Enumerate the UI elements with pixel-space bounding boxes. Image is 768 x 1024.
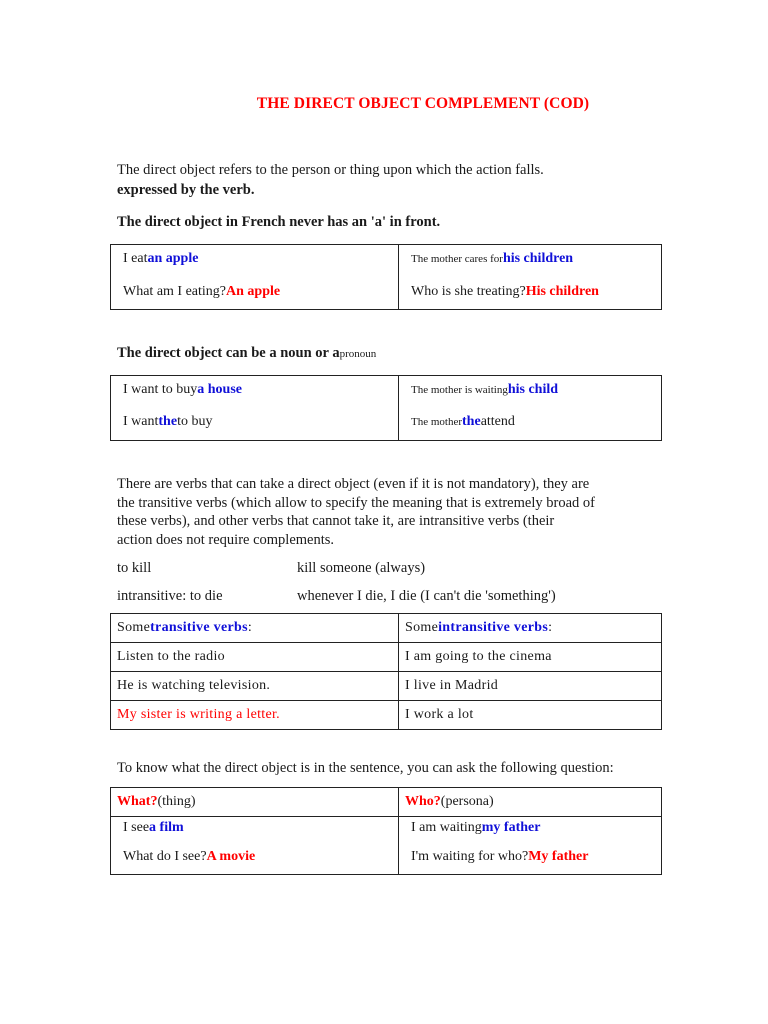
table2-left-r2: I wanttheto buy	[123, 414, 213, 429]
example-2-right: whenever I die, I die (I can't die 'something')	[297, 588, 556, 604]
question-intro: To know what the direct object is in the sentence, you can ask the following question:	[117, 760, 614, 776]
table2-right-cell	[399, 376, 662, 441]
table4-right-cell	[399, 817, 662, 875]
intro-line-2: expressed by the verb.	[117, 182, 255, 198]
intransitive-example: I work a lot	[399, 701, 662, 730]
example-1-right: kill someone (always)	[297, 560, 426, 576]
table3-head-right: Someintransitive verbs:	[399, 614, 662, 643]
intro-line-3: The direct object in French never has an 'a' in front.	[117, 214, 441, 230]
paragraph-line: these verbs), and other verbs that cannot take it, are intransitive verbs (their	[117, 513, 555, 529]
table2-left-r1: I want to buya house	[123, 382, 242, 397]
table1-right-r1: The mother cares forhis children	[411, 251, 574, 266]
section2-heading: The direct object can be a noun or apronoun	[117, 345, 377, 361]
table4-head-right: Who?(persona)	[399, 788, 662, 817]
table4-right-r1: I am waitingmy father	[411, 820, 541, 835]
table4-left-r2: What do I see?A movie	[123, 849, 256, 864]
intro-line-1: The direct object refers to the person or thing upon which the action falls.	[117, 162, 544, 178]
table1-left-cell	[111, 245, 399, 310]
apple-children-table	[110, 244, 662, 310]
intransitive-example: I live in Madrid	[399, 672, 662, 701]
verbs-table	[110, 613, 662, 730]
house-child-table	[110, 375, 662, 441]
table4-right-r2: I'm waiting for who?My father	[411, 849, 589, 864]
transitive-example: My sister is writing a letter.	[111, 701, 399, 730]
table1-left-r2: What am I eating?An apple	[123, 284, 281, 299]
table2-right-r1: The mother is waitinghis child	[411, 382, 559, 397]
example-1-left: to kill	[117, 560, 152, 576]
table1-right-cell	[399, 245, 662, 310]
table1-left-r1: I eatan apple	[123, 251, 199, 266]
paragraph-line: action does not require complements.	[117, 531, 335, 548]
table2-left-cell	[111, 376, 399, 441]
table-row	[111, 672, 662, 701]
transitive-paragraph	[117, 475, 637, 549]
paragraph-line: the transitive verbs (which allow to specify the meaning that is extremely broad of	[117, 494, 595, 511]
paragraph-line: There are verbs that can take a direct object (even if it is not mandatory), they are	[117, 476, 590, 492]
intransitive-example: I am going to the cinema	[399, 643, 662, 672]
table1-right-r2: Who is she treating?His children	[411, 284, 599, 299]
table4-left-cell	[111, 817, 399, 875]
table-row	[111, 701, 662, 730]
table3-head-left: Sometransitive verbs:	[111, 614, 399, 643]
transitive-example: Listen to the radio	[111, 643, 399, 672]
page-title: THE DIRECT OBJECT COMPLEMENT (COD)	[256, 95, 590, 112]
table2-right-r2: The mothertheattend	[411, 414, 515, 429]
transitive-example: He is watching television.	[111, 672, 399, 701]
table4-left-r1: I seea film	[123, 820, 184, 835]
question-table	[110, 787, 662, 875]
example-2-left: intransitive: to die	[117, 588, 223, 604]
table-row	[111, 643, 662, 672]
table4-head-left: What?(thing)	[111, 788, 399, 817]
